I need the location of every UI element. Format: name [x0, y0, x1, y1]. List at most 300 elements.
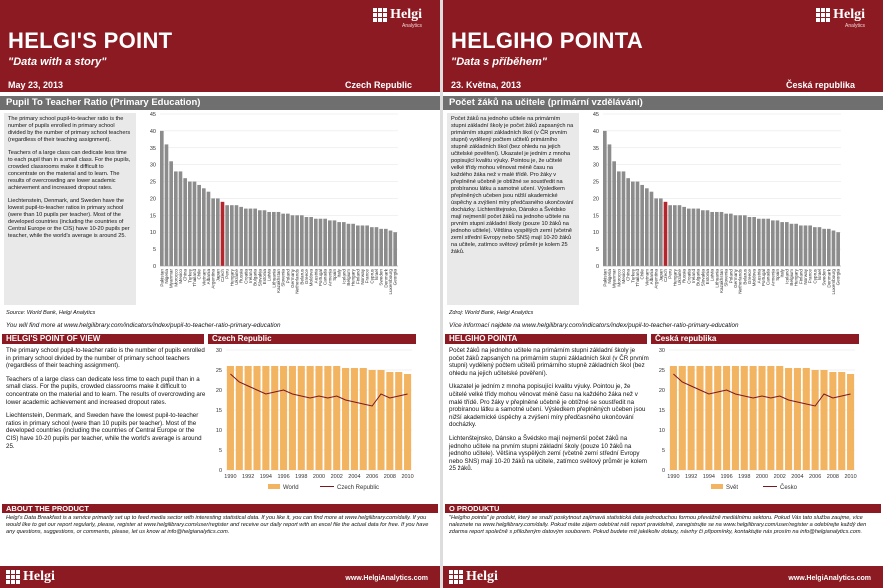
x-tick-label: Nigeria	[606, 269, 612, 284]
bar	[356, 225, 360, 266]
x-tick-label: Norway	[802, 269, 808, 285]
x-tick-label: Mexico	[177, 269, 183, 284]
x-tick-label: Finland	[355, 269, 361, 285]
pov-paragraph: Počet žáků na jednoho učitele na primárním stupni základní školy je počet žáků zapsaných na primárním stupni základních škol (v ČR prvním stupni) vydělený počtem učitelů primárního stupně základních škol (bez ohledu na jejich učitelské pověření).	[449, 347, 649, 377]
bar	[314, 219, 318, 266]
x-tick-label: China	[625, 269, 631, 282]
x-tick-label: 1992	[242, 474, 255, 480]
x-tick-label: Ukraine	[676, 269, 682, 285]
bar	[244, 209, 248, 266]
x-tick-label: France	[807, 269, 813, 284]
x-tick-label: Belarus	[742, 269, 748, 285]
x-tick-label: Pakistan	[602, 269, 608, 287]
x-tick-label: Italy	[336, 269, 342, 278]
x-tick-label: Lithuania	[271, 269, 277, 288]
footer-url[interactable]: www.HelgiAnalytics.com	[345, 575, 428, 582]
y-tick-label: 35	[149, 145, 156, 152]
world-bar	[369, 370, 376, 470]
x-tick-label: Hungary	[793, 269, 799, 287]
bar	[197, 185, 201, 266]
x-tick-label: Czech	[219, 269, 225, 283]
x-tick-label: Poland	[728, 269, 734, 284]
bar	[682, 207, 686, 266]
bar	[193, 182, 197, 266]
x-tick-label: 1998	[295, 474, 308, 480]
logo-grid-icon	[449, 570, 463, 584]
bar	[668, 205, 672, 266]
bar	[612, 161, 616, 266]
country-chart-heading: Česká republika	[651, 334, 859, 344]
country: Czech Republic	[344, 80, 412, 90]
bar	[253, 209, 257, 266]
world-bar	[324, 366, 331, 470]
bar	[626, 178, 630, 266]
bar	[752, 217, 756, 266]
bar	[393, 232, 397, 266]
ratio-bar-chart	[583, 110, 848, 315]
bar	[799, 225, 803, 266]
bar	[267, 212, 271, 266]
y-tick-label: 45	[149, 112, 156, 118]
bar	[640, 185, 644, 266]
date-bar	[0, 80, 440, 92]
x-tick-label: Sweden	[821, 269, 827, 286]
x-tick-label: Vietnam	[201, 269, 207, 286]
country-trend-chart	[208, 346, 418, 496]
bar	[729, 214, 733, 266]
bar	[818, 227, 822, 266]
x-tick-label: 2008	[826, 474, 839, 480]
footer	[0, 566, 440, 588]
y-tick-label: 45	[592, 112, 599, 118]
bar	[794, 224, 798, 266]
bar	[389, 231, 393, 266]
x-tick-label: Turkey	[630, 269, 636, 283]
bar	[319, 219, 323, 266]
x-tick-label: 1990	[667, 474, 680, 480]
x-tick-label: Chile	[196, 269, 202, 280]
x-tick-label: Slovakia	[257, 269, 263, 287]
bar	[706, 210, 710, 266]
y-tick-label: 5	[152, 247, 156, 254]
world-bar	[289, 366, 296, 470]
bar	[291, 215, 295, 266]
pov-paragraph: The primary school pupil-to-teacher ratio is the number of pupils enrolled in primary school divided by the number of primary school teachers (regardless of their teaching assignment).	[6, 347, 205, 370]
x-tick-label: Japan	[215, 269, 221, 282]
x-tick-label: Germany	[289, 269, 295, 288]
x-tick-label: Croatia	[686, 269, 692, 284]
header	[0, 0, 440, 90]
bar	[258, 210, 262, 266]
bar	[188, 182, 192, 266]
y-tick-label: 30	[592, 162, 599, 169]
date: May 23, 2013	[8, 80, 64, 90]
helgi-logo	[373, 7, 422, 29]
bar	[300, 215, 304, 266]
x-tick-label: Denmark	[826, 269, 832, 288]
world-bar	[227, 366, 234, 470]
x-tick-label: Moldova	[308, 269, 314, 287]
bar	[659, 198, 663, 266]
intro-textbox	[4, 113, 136, 305]
helgi-logo	[816, 7, 865, 29]
x-tick-label: Albania	[648, 269, 654, 285]
bar	[277, 212, 281, 266]
x-tick-label: 2008	[383, 474, 396, 480]
world-bar	[342, 368, 349, 470]
x-tick-label: Morocco	[616, 269, 622, 287]
footer-logo	[6, 570, 55, 584]
bar	[654, 198, 658, 266]
x-tick-label: Estonia	[261, 269, 267, 285]
x-tick-label: Iceland	[341, 269, 347, 284]
x-tick-label: Luxembourg	[387, 269, 393, 295]
world-bar	[812, 370, 819, 470]
logo-text: Helgi	[466, 569, 498, 584]
x-tick-label: Norway	[359, 269, 365, 285]
bar	[771, 220, 775, 266]
date: 23. Května, 2013	[451, 80, 522, 90]
bar	[351, 224, 355, 266]
bar	[790, 224, 794, 266]
more-link[interactable]: You will find more at www.helgilibrary.com/indicators/index/pupil-to-teacher-ratio-primary-education	[6, 322, 281, 329]
bar	[645, 188, 649, 266]
bar	[748, 217, 752, 266]
bar	[696, 209, 700, 266]
x-tick-label: Japan	[658, 269, 664, 282]
page-subtitle: "Data with a story"	[8, 56, 107, 68]
about-text: Helgi's Data Breakfast is a service primarily set up to feed media sector with interesting statistical data. If you like it, you can find more at www.helgilibrary.com/daily. If you would like to get our report regularly, please, register at www.helgilibrary.com/user/register and receive our daily report with an excel file the actual data for free. If you have any questions, suggestions, or comments, please, let us know at info@helgianalytics.com.	[6, 515, 429, 536]
world-bar	[271, 366, 278, 470]
bar	[221, 202, 225, 266]
x-tick-label: Pakistan	[159, 269, 165, 287]
x-tick-label: Netherlands	[737, 269, 743, 294]
bar	[235, 205, 239, 266]
x-tick-label: 2010	[401, 474, 414, 480]
x-tick-label: 2002	[330, 474, 343, 480]
bar	[249, 209, 253, 266]
x-tick-label: Nigeria	[163, 269, 169, 284]
world-bar	[253, 366, 260, 470]
x-tick-label: Cyprus	[812, 269, 818, 284]
bar	[715, 212, 719, 266]
y-tick-label: 25	[215, 368, 222, 374]
intro-paragraph: The primary school pupil-to-teacher ratio is the number of pupils enrolled in primary school divided by the number of primary school teachers (regardless of their teaching assignment).	[8, 116, 131, 143]
x-tick-label: Myanmar	[168, 269, 174, 289]
world-bar	[377, 370, 384, 470]
intro-paragraph: Počet žáků na jednoho učitele na primárním stupni základní školy je počet žáků zapsaných na primárním stupni základních škol (v ČR prvním stupni) vydělený počtem učitelů primárního stupně základních škol (bez ohledu na jejich učitelské pověření). Ukazatel je jedním z mnoha popisující kvalitu výuky. Pointou je, že učitelé velké třídy mohou věnovat méně času na každého žáka než v malé třídě. Pro žáky v přeplněné učebně je obtížné se soustředit na probíranou látku a samotné učení. Výsledkem přeplněných učeben jsou nižší akademické úspěchy a zvýšení míry předčasného ukončování docházky. Lichtenštejnsko, Dánsko a Švédsko mají nejmenší počet žáků na jednoho učitele na prvním stupni základní školy (pouze 10 žáků na jednoho učitele). Většina vyspělých zemí (včetně zemí střední Evropy nebo SNS) mají 10-20 žáků na učitele, zatímco světový průměr je kolem 25 žáků.	[451, 116, 574, 255]
footer-url[interactable]: www.HelgiAnalytics.com	[788, 575, 871, 582]
y-tick-label: 15	[149, 213, 156, 220]
legend-country-label: Česko	[780, 485, 798, 491]
y-tick-label: 15	[592, 213, 599, 220]
x-tick-label: Russia	[238, 269, 244, 284]
x-tick-label: Netherlands	[294, 269, 300, 294]
x-tick-label: 1994	[702, 474, 715, 480]
x-tick-label: 2002	[773, 474, 786, 480]
bar	[207, 192, 211, 266]
y-tick-label: 40	[592, 128, 599, 135]
bar	[179, 171, 183, 266]
x-tick-label: Czech	[662, 269, 668, 283]
world-bar	[307, 366, 314, 470]
english-page	[0, 0, 440, 588]
bar	[272, 212, 276, 266]
y-tick-label: 25	[658, 368, 665, 374]
bar	[211, 198, 215, 266]
x-tick-label: Latvia	[266, 269, 272, 282]
pov-paragraph: Teachers of a large class can dedicate less time to each pupil than in a small class. For the pupils, crowded classrooms make it difficult to concentrate on the material and to learn. The results of overcrowding are lower academic achievement and increased dropout rates.	[6, 375, 206, 406]
bar	[379, 229, 383, 266]
y-tick-label: 15	[215, 408, 222, 414]
bar	[832, 231, 836, 266]
x-tick-label: Israel	[373, 269, 379, 281]
bar	[281, 214, 285, 266]
logo-text: Helgi	[833, 7, 865, 22]
bar	[827, 229, 831, 266]
x-tick-label: 2006	[366, 474, 379, 480]
bar	[766, 219, 770, 266]
x-tick-label: 2004	[791, 474, 804, 480]
source-note: Source: World Bank, Helgi Analytics	[6, 310, 96, 316]
x-tick-label: Kazakhstan	[275, 269, 281, 294]
x-tick-label: Belgium	[788, 269, 794, 286]
bar	[174, 171, 178, 266]
x-tick-label: Spain	[774, 269, 780, 281]
world-bar	[404, 374, 411, 470]
x-tick-label: Ireland	[690, 269, 696, 284]
x-tick-label: Argentina	[210, 269, 216, 289]
y-tick-label: 20	[592, 196, 599, 203]
world-bar	[767, 366, 774, 470]
y-tick-label: 0	[152, 264, 156, 270]
bar	[337, 222, 341, 266]
world-bar	[776, 366, 783, 470]
world-bar	[688, 366, 695, 470]
bar	[370, 227, 374, 266]
x-tick-label: Sweden	[378, 269, 384, 286]
bar	[384, 229, 388, 266]
x-tick-label: Armenia	[327, 269, 333, 287]
bar	[734, 215, 738, 266]
section-title: Pupil To Teacher Ratio (Primary Education)	[0, 96, 440, 110]
world-bar	[847, 374, 854, 470]
x-tick-label: 1998	[738, 474, 751, 480]
x-tick-label: Hungary	[229, 269, 235, 287]
x-tick-label: Morocco	[173, 269, 179, 287]
x-tick-label: Argentina	[653, 269, 659, 289]
bar	[305, 217, 309, 266]
logo-subtext: Analytics	[401, 23, 422, 29]
y-tick-label: 10	[658, 428, 665, 434]
bar	[808, 225, 812, 266]
bar	[328, 220, 332, 266]
bar	[631, 182, 635, 266]
footer	[443, 566, 883, 588]
x-tick-label: Bulgaria	[695, 269, 701, 286]
bar	[804, 225, 808, 266]
x-tick-label: Lithuania	[714, 269, 720, 288]
x-tick-label: Croatia	[243, 269, 249, 284]
x-tick-label: Myanmar	[611, 269, 617, 289]
y-tick-label: 10	[215, 428, 222, 434]
bar	[710, 212, 714, 266]
world-bar	[386, 372, 393, 470]
x-tick-label: Spain	[331, 269, 337, 281]
x-tick-label: Slovakia	[700, 269, 706, 287]
bar	[617, 171, 621, 266]
x-tick-label: Kazakhstan	[718, 269, 724, 294]
x-tick-label: Georgia	[392, 269, 398, 286]
y-tick-label: 5	[595, 247, 599, 254]
world-bar	[245, 366, 252, 470]
bar	[225, 205, 229, 266]
x-tick-label: France	[364, 269, 370, 284]
x-tick-label: Cyprus	[369, 269, 375, 284]
legend-world-label: World	[283, 485, 299, 491]
page-title: HELGI'S POINT	[8, 28, 173, 53]
pov-paragraph: Liechtenstein, Denmark, and Sweden have the lowest pupil-to-teacher ratios in primary school (were than 10 pupils per teacher). Most of the developed countries (including the countries of Central Europe or the CIS) have 10-20 pupils per teacher, while the world's average is around 25.	[6, 412, 202, 450]
intro-paragraph: Liechtenstein, Denmark, and Sweden have the lowest pupil-to-teacher ratios in primary school (were than 10 pupils per teacher). Most of the developed countries (including the countries of Central Europe or the CIS) have 10-20 pupils per teacher, while the world's average is around 25.	[8, 198, 130, 239]
world-bar	[395, 372, 402, 470]
x-tick-label: Italy	[779, 269, 785, 278]
x-tick-label: Peru	[667, 269, 673, 279]
x-tick-label: Austria	[756, 269, 762, 284]
y-tick-label: 25	[149, 179, 156, 186]
czech-page	[443, 0, 883, 588]
logo-grid-icon	[816, 8, 830, 22]
bar	[678, 205, 682, 266]
x-tick-label: 2000	[312, 474, 326, 480]
about-text: "Helgiho pointa" je produkt, který se snaží poskytnout zajímavá statistická data jednoduchou formou převážně mediálnímu sektoru. Pokud Vás tato služba zaujme, více naleznete na www.helgilibrary.com/daily. Pokud máte zájem odebírat náš report pravidelně, zaregistrujte se na www.helgilibrary.com/user/register a odebírejte každý den zdarma report společně s přiloženým datovým souborem. Pokud budete mít jakékoliv dotazy, návrhy či připomínky, kontaktujte nás prosím na info@helgianalytics.com.	[449, 515, 867, 536]
bar	[295, 215, 299, 266]
bar	[603, 131, 607, 266]
y-tick-label: 30	[149, 162, 156, 169]
bar	[762, 219, 766, 266]
logo-text: Helgi	[23, 569, 55, 584]
y-tick-label: 30	[658, 348, 665, 354]
bar	[743, 215, 747, 266]
x-tick-label: Moldova	[751, 269, 757, 287]
bar	[169, 161, 173, 266]
x-tick-label: Belgium	[345, 269, 351, 286]
bar	[365, 225, 369, 266]
bar	[347, 224, 351, 266]
world-bar	[829, 372, 836, 470]
pov-paragraph: Lichtenštejnsko, Dánsko a Švédsko mají nejmenší počet žáků na jednoho učitele na prvním stupni základní školy (pouze 10 žáků na jednoho učitele). Většina vyspělých zemí (včetně zemí střední Evropy nebo SNS) mají 10-20 žáků na učitele, zatímco světový průměr je kolem 25 žáků.	[449, 434, 648, 473]
pov-text	[6, 347, 206, 456]
more-link[interactable]: Více informací najdete na www.helgilibrary.com/indicators/index/pupil-to-teacher-ratio-primary-education	[449, 322, 739, 329]
world-bar	[838, 372, 845, 470]
bar	[216, 198, 220, 266]
world-bar	[723, 366, 730, 470]
x-tick-label: Chile	[639, 269, 645, 280]
y-tick-label: 10	[592, 230, 599, 237]
logo-grid-icon	[6, 570, 20, 584]
x-tick-label: Poland	[285, 269, 291, 284]
world-bar	[732, 366, 739, 470]
bar	[785, 222, 789, 266]
world-bar	[280, 366, 287, 470]
pov-heading: HELGIHO POINTA	[445, 334, 647, 344]
logo-text: Helgi	[390, 7, 422, 22]
x-tick-label: Germany	[732, 269, 738, 288]
bar	[239, 207, 243, 266]
world-bar	[315, 366, 322, 470]
x-tick-label: Peru	[224, 269, 230, 279]
logo-grid-icon	[373, 8, 387, 22]
world-bar	[794, 368, 801, 470]
x-tick-label: 1996	[277, 474, 290, 480]
intro-textbox	[447, 113, 579, 305]
about-heading: ABOUT THE PRODUCT	[2, 504, 438, 513]
pov-heading: HELGI'S POINT OF VIEW	[2, 334, 204, 344]
bar	[724, 214, 728, 266]
world-bar	[298, 366, 305, 470]
world-bar	[262, 366, 269, 470]
y-tick-label: 0	[218, 468, 222, 474]
bar	[836, 232, 840, 266]
y-tick-label: 5	[218, 448, 222, 454]
x-tick-label: Bulgaria	[252, 269, 258, 286]
about-heading: O PRODUKTU	[445, 504, 881, 513]
y-tick-label: 40	[149, 128, 156, 135]
bar	[333, 220, 337, 266]
header	[443, 0, 883, 90]
legend-world-label: Svět	[726, 485, 739, 491]
pov-paragraph: Ukazatel je jedním z mnoha popisující kvalitu výuky. Pointou je, že učitelé velké třídy mohou věnovat méně času na každého žáka než v malé třídě. Pro žáky v přeplněné učebně je obtížné se soustředit na probíranou látku a samotné učení. Výsledkem přeplněných učeben jsou nižší akademické úspěchy a zvýšení míry předčasného ukončování docházky.	[449, 383, 646, 429]
x-tick-label: 2000	[755, 474, 769, 480]
world-bar	[785, 368, 792, 470]
country: Česká republika	[785, 80, 855, 90]
bar	[738, 215, 742, 266]
country-chart-heading: Czech Republic	[208, 334, 416, 344]
x-tick-label: Vietnam	[644, 269, 650, 286]
world-bar	[750, 366, 757, 470]
y-tick-label: 15	[658, 408, 665, 414]
section-title: Počet žáků na učitele (primární vzdělávání)	[443, 96, 883, 110]
x-tick-label: Canada	[322, 269, 328, 286]
x-tick-label: Georgia	[835, 269, 841, 286]
x-tick-label: 1994	[259, 474, 272, 480]
y-tick-label: 20	[149, 196, 156, 203]
x-tick-label: China	[182, 269, 188, 282]
pov-text	[449, 347, 649, 479]
bar	[202, 188, 206, 266]
x-tick-label: Finland	[798, 269, 804, 285]
x-tick-label: Latvia	[709, 269, 715, 282]
intro-paragraph: Teachers of a large class can dedicate less time to each pupil than in a small class. For the pupils, crowded classrooms make it difficult to concentrate on the material and to learn. The results of overcrowding are lower academic achievement and increased dropout rates.	[8, 150, 131, 191]
y-tick-label: 35	[592, 145, 599, 152]
x-tick-label: 2006	[809, 474, 822, 480]
x-tick-label: Greece	[746, 269, 752, 285]
bar	[650, 192, 654, 266]
bar	[822, 229, 826, 266]
bar	[636, 182, 640, 266]
x-tick-label: 1996	[720, 474, 733, 480]
bar	[673, 205, 677, 266]
x-tick-label: 2004	[348, 474, 361, 480]
world-bar	[360, 368, 367, 470]
legend-country-label: Czech Republic	[337, 485, 380, 491]
x-tick-label: Portugal	[317, 269, 323, 287]
bar	[263, 210, 267, 266]
x-tick-label: Hungary	[672, 269, 678, 287]
legend-world-swatch	[711, 484, 723, 489]
bar	[701, 210, 705, 266]
bar	[776, 220, 780, 266]
bar	[183, 178, 187, 266]
